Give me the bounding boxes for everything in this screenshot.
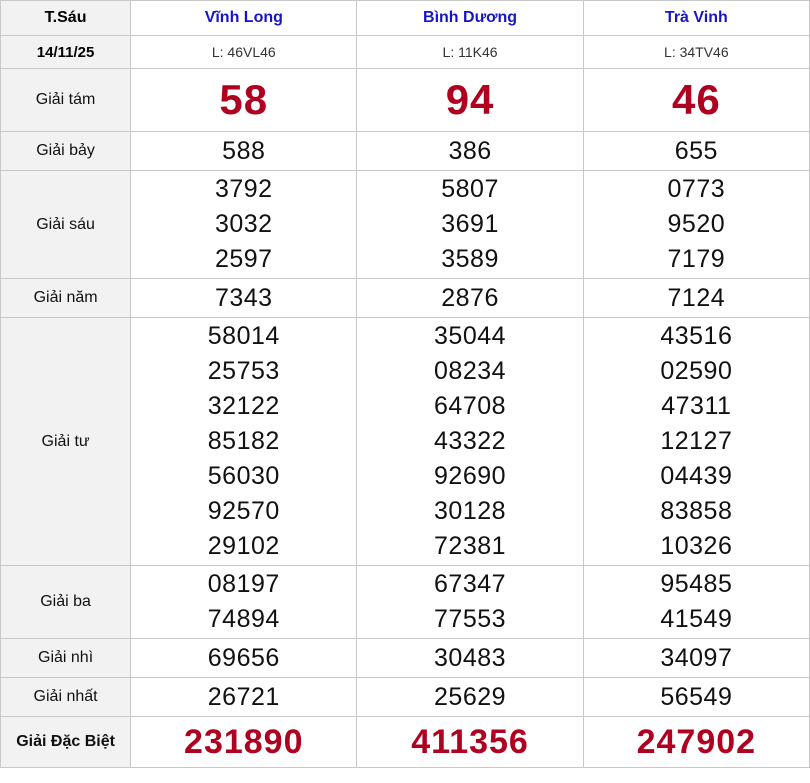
table-row [1, 318, 810, 566]
prize-values-giai-sau-col3: 0773 9520 7179 [583, 171, 809, 279]
prize-values-giai-nam-col1: 7343 [131, 279, 357, 318]
prize-values-giai-nhat-col3: 56549 [583, 678, 809, 717]
prize-values-giai-bay-col1: 588 [131, 132, 357, 171]
table-row [1, 279, 810, 318]
prize-label-giai-bay: Giải bảy [1, 132, 131, 171]
prize-values-giai-nhi-col3: 34097 [583, 639, 809, 678]
prize-values-giai-dac-biet-col2: 411356 [357, 717, 583, 768]
prize-values-giai-tu-col2: 35044 08234 64708 43322 92690 30128 72381 [357, 318, 583, 566]
ticket-code-2: L: 11K46 [357, 36, 583, 69]
table-row [1, 639, 810, 678]
prize-values-giai-tu-col3: 43516 02590 47311 12127 04439 83858 10326 [583, 318, 809, 566]
prize-values-giai-tam-col3: 46 [583, 69, 809, 132]
prize-values-giai-nhat-col1: 26721 [131, 678, 357, 717]
prize-values-giai-dac-biet-col1: 231890 [131, 717, 357, 768]
prize-values-giai-tam-col2: 94 [357, 69, 583, 132]
prize-label-giai-tam: Giải tám [1, 69, 131, 132]
prize-values-giai-bay-col2: 386 [357, 132, 583, 171]
prize-values-giai-ba-col1: 08197 74894 [131, 566, 357, 639]
prize-values-giai-ba-col2: 67347 77553 [357, 566, 583, 639]
table-row [1, 132, 810, 171]
prize-values-giai-nam-col2: 2876 [357, 279, 583, 318]
prize-label-giai-sau: Giải sáu [1, 171, 131, 279]
prize-label-giai-dac-biet: Giải Đặc Biệt [1, 717, 131, 768]
prize-values-giai-sau-col1: 3792 3032 2597 [131, 171, 357, 279]
header-province-3[interactable]: Trà Vinh [583, 1, 809, 36]
prize-values-giai-nhi-col2: 30483 [357, 639, 583, 678]
draw-date: 14/11/25 [1, 36, 131, 69]
header-province-2[interactable]: Bình Dương [357, 1, 583, 36]
ticket-code-1: L: 46VL46 [131, 36, 357, 69]
table-row [1, 69, 810, 132]
table-header-row [1, 1, 810, 36]
prize-values-giai-ba-col3: 95485 41549 [583, 566, 809, 639]
prize-values-giai-nhi-col1: 69656 [131, 639, 357, 678]
header-day-label: T.Sáu [1, 1, 131, 36]
table-row [1, 678, 810, 717]
table-row [1, 717, 810, 768]
header-province-1[interactable]: Vĩnh Long [131, 1, 357, 36]
prize-values-giai-nhat-col2: 25629 [357, 678, 583, 717]
prize-values-giai-nam-col3: 7124 [583, 279, 809, 318]
table-row [1, 566, 810, 639]
prize-label-giai-ba: Giải ba [1, 566, 131, 639]
prize-label-giai-nhat: Giải nhất [1, 678, 131, 717]
table-subheader-row [1, 36, 810, 69]
table-row [1, 171, 810, 279]
prize-values-giai-bay-col3: 655 [583, 132, 809, 171]
prize-label-giai-nhi: Giải nhì [1, 639, 131, 678]
prize-values-giai-tu-col1: 58014 25753 32122 85182 56030 92570 29102 [131, 318, 357, 566]
ticket-code-3: L: 34TV46 [583, 36, 809, 69]
prize-values-giai-sau-col2: 5807 3691 3589 [357, 171, 583, 279]
prize-label-giai-nam: Giải năm [1, 279, 131, 318]
prize-values-giai-dac-biet-col3: 247902 [583, 717, 809, 768]
prize-values-giai-tam-col1: 58 [131, 69, 357, 132]
prize-label-giai-tu: Giải tư [1, 318, 131, 566]
